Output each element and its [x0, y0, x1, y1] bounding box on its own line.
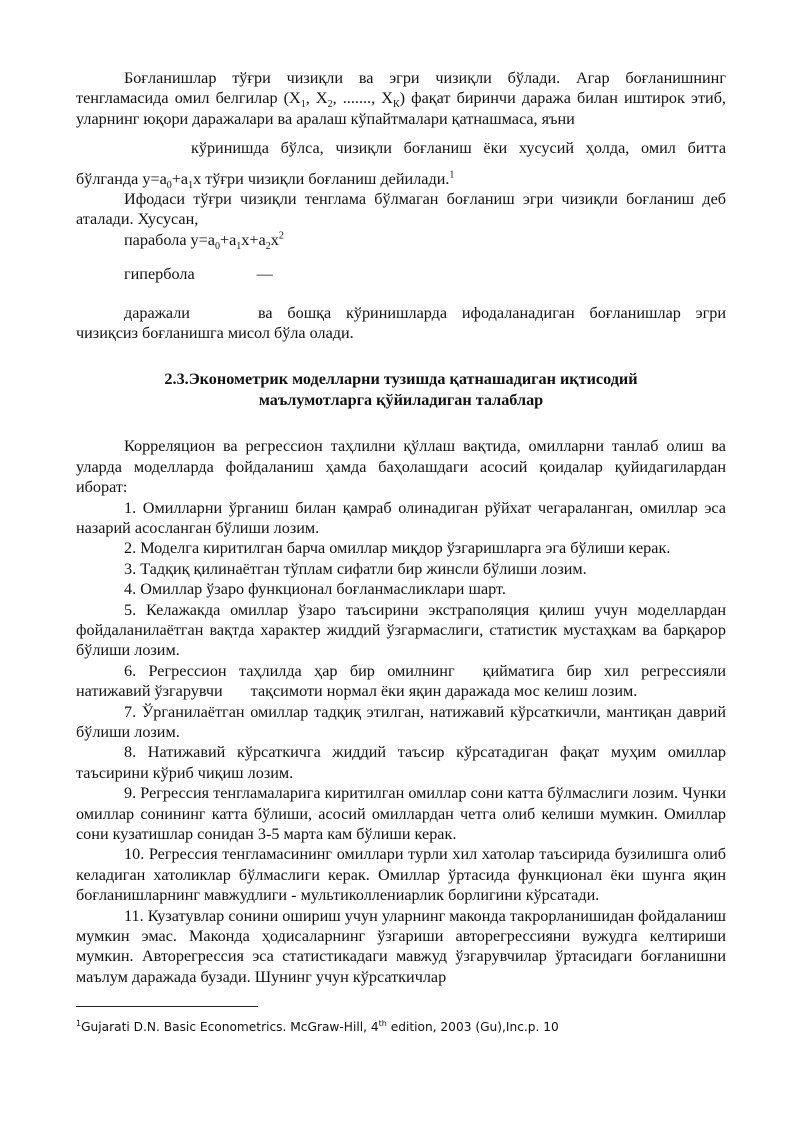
parabola-text: х+а — [241, 230, 266, 249]
paragraph-dependencies — [76, 68, 726, 129]
hyperbola-line — [76, 264, 726, 284]
subscript: 0 — [166, 179, 172, 191]
list-item: 3. Тадқиқ қилинаётган тўплам сифатли бир жинсли бўлиши лозим. — [124, 559, 587, 578]
text-line: кўринишда бўлса, чизиқли боғланиш ёки хусусий ҳолда, омил битта — [191, 139, 726, 158]
footnote-divider — [76, 1006, 258, 1007]
section-heading-line: маълумотларга қўйиладиган талаблар — [258, 390, 544, 409]
list-item: 9. Регрессия тенгламаларига киритилган омиллар сони катта бўлмаслиги лозим. Чунки омиллар сонининг катта бўлиши, асосий омиллардан четга олиб келиши мумкин. Омиллар сони кузатишлар сонидан 3-5 марта кам бўлиши керак. — [76, 784, 726, 843]
subscript: 2 — [327, 99, 333, 111]
subscript: 2 — [265, 241, 271, 253]
footnote-text: Gujarati D.N. Basic Econometrics. McGraw-Hill, 4 — [81, 1020, 379, 1034]
list-item-text: 6. Регрессион таҳлилда ҳар бир омилнинг — [124, 661, 455, 680]
footnote-text: edition, 2003 (Gu),Inc.p. 10 — [386, 1020, 559, 1034]
paragraph-linear-def — [76, 169, 726, 189]
paragraph-nonlinear: Ифодаси тўғри чизиқли тенглама бўлмаган боғланиш эгри чизиқли боғланиш деб аталади. Хусусан, — [76, 190, 726, 229]
power-text: ва бошқа кўринишларда ифодаланадиган боғланишлар эгри чизиқсиз боғланишга мисол бўла олади. — [76, 303, 726, 343]
subscript: 1 — [188, 179, 194, 191]
list-item: 2. Моделга киритилган барча омиллар миқдор ўзгаришларга эга бўлиши керак. — [124, 539, 671, 558]
document-body — [76, 68, 726, 987]
paragraph-linear-form — [76, 138, 726, 158]
text-line: тенгламасида омил белгилар (Х — [76, 89, 301, 108]
subscript: К — [392, 99, 400, 111]
power-label: даражали — [124, 303, 190, 322]
list-item: 10. Регрессия тенгламасининг омиллари турли хил хатолар таъсирида бузилишга олиб келадиган хатоликлар бўлмаслиги керак. Омиллар ўртасида функционал ёки шунга яқин боғланишларнинг мавжудлиги - мультиколлениарлик борлигини кўрсатади. — [76, 845, 726, 905]
superscript: 2 — [278, 230, 284, 242]
hyperbola-text: гипербола — [124, 265, 195, 284]
text-line: ) фақат биринчи даража билан иштирок — [399, 89, 685, 108]
footnote-marker: 1 — [76, 1018, 82, 1028]
list-item — [76, 661, 726, 702]
text-line: бўлганда у=а — [76, 169, 167, 188]
subscript: 1 — [300, 99, 306, 111]
text-line: этиб, уларнинг юқори даражалари ва аралаш кўпайтмалари қатнашмаса, яъни — [76, 89, 726, 128]
section-heading-line: 2.3.Эконометрик моделларни тузишда қатнашадиган иқтисодий — [164, 370, 638, 389]
list-item: 11. Кузатувлар сонини ошириш учун уларнинг маконда такрорланишидан фойдаланиш мумкин эмас. Маконда ҳодисаларнинг ўзгариши авторегрессияни вужудга келтириши мумкин. Авторегрессия эса статистикадаги мавжуд ўзгарувчилар ўртасидаги боғланишни маълум даражада бузади. Шунинг учун кўрсаткичлар — [76, 906, 726, 986]
list-item: 7. Ўрганилаётган омиллар тадқиқ этилган, натижавий кўрсаткичли, мантиқан даврий бўлиши лозим. — [76, 702, 726, 741]
text-line: , ......., Х — [332, 89, 393, 108]
hyperbola-dash: — — [256, 265, 273, 284]
text-line: Боғланишлар тўғри чизиқли ва эгри чизиқли бўлади. Агар боғланишнинг — [124, 69, 726, 87]
text-line: х тўғри чизиқли боғланиш дейилади. — [193, 169, 450, 188]
list-item: 5. Келажакда омиллар ўзаро таъсирини экстраполяция қилиш учун моделлардан фойдаланилаётган вақтда характер жиддий ўзгармаслиги, статистик мустаҳкам ва барқарор бўлиши лозим. — [76, 600, 726, 660]
parabola-text: х — [270, 230, 279, 249]
subscript: 0 — [214, 241, 220, 253]
section-heading — [76, 369, 726, 410]
list-item-text: тақсимоти нормал ёки яқин даражада мос келиш лозим. — [250, 682, 638, 701]
paragraph-power — [76, 303, 726, 344]
list-item: 8. Натижавий кўрсаткичга жиддий таъсир кўрсатадиган фақат муҳим омиллар таъсирини кўриб чиқиш лозим. — [76, 743, 726, 782]
list-item: 4. Омиллар ўзаро функционал боғланмасликлари шарт. — [124, 580, 506, 599]
footnote-marker: 1 — [449, 169, 455, 181]
paragraph-intro: Корреляцион ва регрессион таҳлилни қўллаш вақтида, омилларни танлаб олиш ва уларда моделларда фойдаланиш ҳамда баҳолашдаги асосий қоидалар қуйидагилардан иборат: — [76, 437, 726, 497]
footnote — [76, 1020, 559, 1034]
subscript: 1 — [236, 241, 242, 253]
parabola-text: парабола у=а — [124, 230, 215, 249]
list-item-text: қийматига бир хил регрессияли натижавий ўзгарувчи — [76, 661, 727, 701]
text-line: , Х — [305, 89, 328, 108]
superscript: th — [378, 1018, 387, 1028]
parabola-text: +а — [219, 230, 237, 249]
list-item: 1. Омилларни ўрганиш билан қамраб олинадиган рўйхат чегараланган, омиллар эса назарий асосланган бўлиши лозим. — [76, 498, 726, 537]
text-line: +а — [171, 169, 189, 188]
parabola-line — [76, 230, 726, 253]
